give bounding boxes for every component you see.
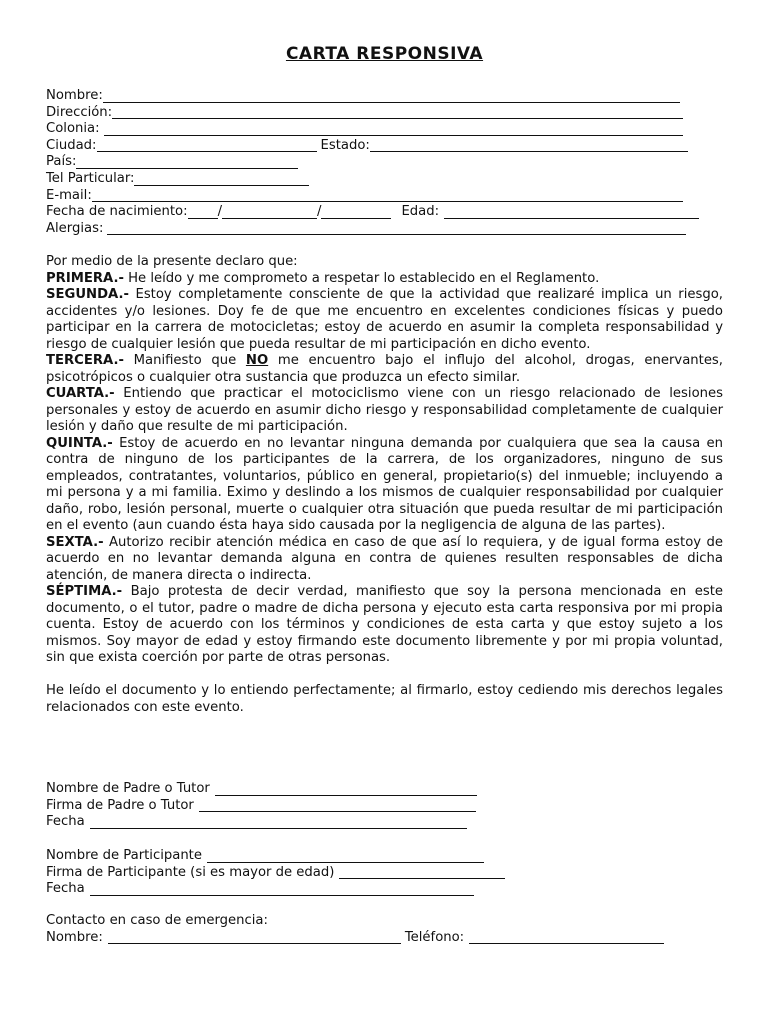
part-firma-label: Firma de Participante (si es mayor de edad)	[46, 864, 335, 880]
emergency-contact-block	[46, 913, 723, 946]
clause-septima	[46, 584, 723, 667]
ciudad-input[interactable]	[97, 139, 317, 152]
field-pais	[46, 154, 723, 171]
guardian-signature-block	[46, 781, 723, 831]
contacto-heading	[46, 913, 723, 930]
fecha-2-label: Fecha	[46, 881, 85, 897]
personal-data-form	[46, 88, 723, 237]
clause-quinta	[46, 436, 723, 535]
tel-input[interactable]	[134, 173, 309, 186]
row-part-firma	[46, 865, 723, 882]
colonia-input[interactable]	[104, 123, 683, 136]
tercera-pre: Manifiesto que	[123, 353, 246, 368]
fecha-1-input[interactable]	[90, 816, 467, 829]
nombre-input[interactable]	[103, 90, 680, 103]
slash-2: /	[317, 204, 322, 220]
clause-segunda	[46, 287, 723, 353]
closing-text: He leído el documento y lo entiendo perfectamente; al firmarlo, estoy cediendo mis derechos legales relacionados con este evento.	[46, 683, 723, 715]
edad-label: Edad:	[401, 204, 440, 220]
field-ciudad-estado	[46, 138, 723, 155]
contacto-nombre-label: Nombre:	[46, 929, 103, 945]
telefono-input[interactable]	[469, 931, 664, 944]
padre-nombre-label: Nombre de Padre o Tutor	[46, 781, 210, 797]
contacto-label: Contacto en caso de emergencia:	[46, 913, 268, 929]
primera-label: PRIMERA.-	[46, 270, 124, 286]
email-input[interactable]	[92, 189, 683, 202]
intro-text: Por medio de la presente declaro que:	[46, 254, 298, 269]
segunda-label: SEGUNDA.-	[46, 287, 129, 302]
row-contacto	[46, 930, 723, 947]
row-fecha-1	[46, 814, 723, 831]
slash-1: /	[217, 204, 223, 220]
segunda-text: Estoy completamente consciente de que la actividad que realizaré implica un riesgo, accidentes y/o lesiones. Doy fe de que me encuentro en excelentes condiciones físicas y puedo participar en la carrera de motocicletas; estoy de acuerdo en asumir la completa responsabilidad y riesgo de cualquier lesión que pueda resultar de mi participación en dicho evento.	[46, 287, 723, 352]
field-alergias	[46, 221, 723, 238]
row-part-nombre	[46, 848, 723, 865]
cuarta-label: CUARTA.-	[46, 386, 115, 401]
fecha-dia-input[interactable]	[188, 206, 218, 219]
pais-input[interactable]	[76, 156, 298, 169]
clause-primera	[46, 271, 723, 288]
part-nombre-input[interactable]	[207, 850, 484, 863]
estado-input[interactable]	[370, 139, 688, 152]
septima-label: SÉPTIMA.-	[46, 584, 123, 599]
part-firma-input[interactable]	[339, 866, 505, 879]
padre-firma-input[interactable]	[199, 799, 476, 812]
contacto-nombre-input[interactable]	[108, 931, 401, 944]
colonia-label: Colonia:	[46, 121, 100, 137]
telefono-label: Teléfono:	[404, 929, 465, 945]
field-email	[46, 188, 723, 205]
alergias-input[interactable]	[107, 222, 686, 235]
row-fecha-2	[46, 881, 723, 898]
estado-label: Estado:	[320, 137, 370, 153]
clause-cuarta	[46, 386, 723, 436]
quinta-label: QUINTA.-	[46, 435, 113, 451]
row-padre-firma	[46, 798, 723, 815]
field-colonia	[46, 121, 723, 138]
padre-nombre-input[interactable]	[215, 783, 477, 796]
septima-text: Bajo protesta de decir verdad, manifiesto que soy la persona mencionada en este documento, o el tutor, padre o madre de dicha persona y ejecuto esta carta responsiva por mi propia cuenta. Estoy de acuerdo con los términos y condiciones de esta carta y que estoy sujeto a los mismos. Soy mayor de edad y estoy firmando este documento libremente y por mi propia voluntad, sin que exista coerción por parte de otras personas.	[46, 584, 723, 665]
tercera-label: TERCERA.-	[46, 353, 124, 368]
edad-input[interactable]	[444, 206, 699, 219]
field-tel	[46, 171, 723, 188]
alergias-label: Alergias:	[46, 220, 104, 236]
fecha-2-input[interactable]	[90, 883, 474, 896]
fecha-anio-input[interactable]	[321, 206, 391, 219]
quinta-text: Estoy de acuerdo en no levantar ninguna demanda por cualquiera que sea la causa en contra de ninguno de los participantes de la carrera, de los organizadores, ninguno de sus empleados, contratantes, voluntarios, público en general, propietario(s) del inmueble; incluyendo a mi persona y a mi familia. Eximo y deslindo a los mismos de cualquier responsabilidad por cualquier daño, robo, lesión personal, muerte o cualquier otra situación que pueda resultar de mi participación en el evento (aun cuando ésta haya sido causada por la negligencia de alguna de las partes).	[46, 435, 723, 533]
clause-tercera	[46, 353, 723, 386]
field-nombre	[46, 88, 723, 105]
field-direccion	[46, 105, 723, 122]
clause-sexta	[46, 535, 723, 585]
fecha-nac-label: Fecha de nacimiento:	[46, 204, 188, 220]
fecha-mes-input[interactable]	[222, 206, 317, 219]
primera-text: He leído y me comprometo a respetar lo establecido en el Reglamento.	[123, 270, 600, 286]
tercera-post: me encuentro bajo el influjo del alcohol, drogas, enervantes, psicotrópicos o cualquier otra sustancia que produzca un efecto similar.	[46, 353, 723, 385]
cuarta-text: Entiendo que practicar el motociclismo viene con un riesgo relacionado de lesiones personales y estoy de acuerdo en asumir dicho riesgo y responsabilidad completamente de cualquier lesión y daño que resulte de mi participación.	[46, 386, 723, 434]
direccion-input[interactable]	[112, 106, 683, 119]
sexta-label: SEXTA.-	[46, 534, 104, 550]
field-fecha-edad	[46, 204, 723, 221]
participant-signature-block	[46, 848, 723, 898]
direccion-label: Dirección:	[46, 104, 113, 120]
declaration-body	[46, 254, 723, 716]
email-label: E-mail:	[46, 187, 92, 203]
tercera-no: NO	[245, 353, 269, 368]
padre-firma-label: Firma de Padre o Tutor	[46, 797, 194, 813]
fecha-1-label: Fecha	[46, 814, 85, 830]
tel-label: Tel Particular:	[46, 171, 135, 187]
part-nombre-label: Nombre de Participante	[46, 848, 202, 864]
nombre-label: Nombre:	[46, 88, 103, 104]
ciudad-label: Ciudad:	[46, 137, 97, 153]
page-title: CARTA RESPONSIVA	[285, 44, 484, 64]
sexta-text: Autorizo recibir atención médica en caso de que así lo requiera, y de igual forma estoy de acuerdo en no levantar demanda alguna en contra de quienes resulten responsables de dicha atención, de manera directa o indirecta.	[46, 534, 723, 583]
row-padre-nombre	[46, 781, 723, 798]
pais-label: País:	[46, 154, 77, 170]
